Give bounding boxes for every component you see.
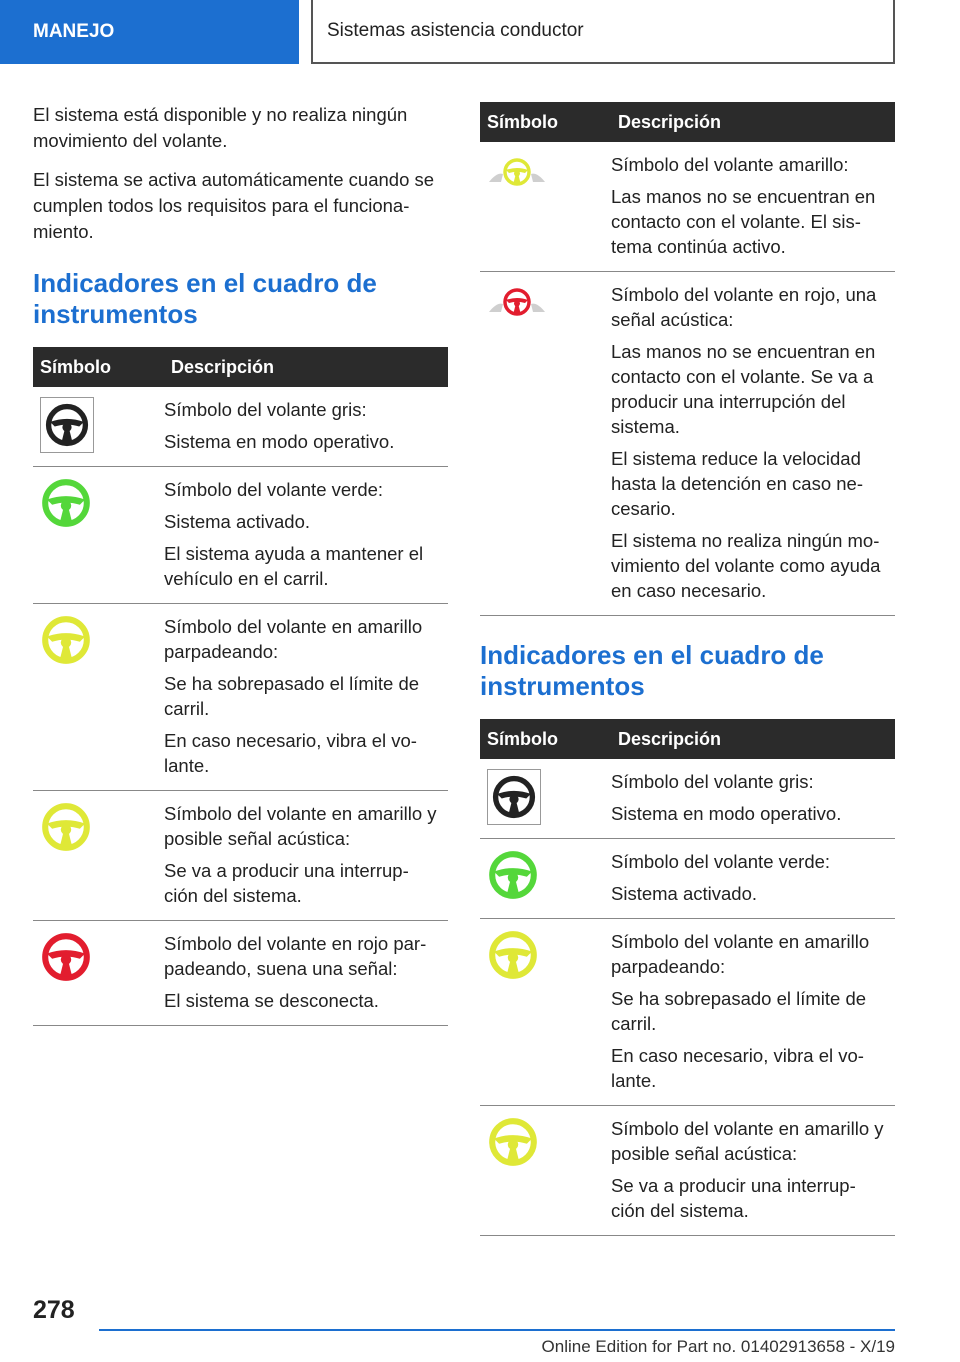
wheel-yellow-icon bbox=[40, 614, 164, 666]
description-line: El sistema no realiza ningún mo‐ vimiento del volante como ayuda en caso necesario. bbox=[611, 530, 881, 601]
table-row bbox=[33, 387, 448, 467]
description-line: En caso necesario, vibra el vo‐ lante. bbox=[611, 1045, 864, 1091]
table-row bbox=[480, 759, 895, 839]
description-line: Sistema en modo operativo. bbox=[611, 803, 842, 824]
hands-wheel-yellow-icon bbox=[487, 152, 611, 192]
description-line: Símbolo del volante verde: bbox=[164, 479, 384, 500]
table-row bbox=[480, 1106, 895, 1236]
section-title: Sistemas asistencia conductor bbox=[327, 20, 584, 41]
description-line: Símbolo del volante en amarillo y posible señal acústica: bbox=[611, 1118, 884, 1164]
chapter-tab bbox=[0, 0, 299, 64]
description-line: Símbolo del volante en amarillo parpadeando: bbox=[611, 931, 870, 977]
indicator-table bbox=[480, 719, 895, 1236]
description-line: El sistema ayuda a mantener el vehículo en el carril. bbox=[164, 543, 424, 589]
wheel-gray-icon bbox=[40, 397, 94, 453]
hands-off-indicator-table bbox=[480, 102, 895, 616]
description-line: Se ha sobrepasado el límite de carril. bbox=[164, 673, 420, 719]
section-header bbox=[311, 0, 895, 64]
table-row bbox=[33, 921, 448, 1026]
wheel-yellow-icon bbox=[487, 929, 611, 981]
description-line: Símbolo del volante en rojo par‐ padeando, suena una señal: bbox=[164, 933, 427, 979]
wheel-gray-icon bbox=[487, 769, 541, 825]
intro-paragraph: El sistema está disponible y no realiza ningún movimiento del volante. bbox=[33, 104, 408, 151]
indicator-table bbox=[33, 347, 448, 1026]
description-line: Símbolo del volante gris: bbox=[611, 771, 814, 792]
description-line: Sistema en modo operativo. bbox=[164, 431, 395, 452]
description-line: Símbolo del volante en rojo, una señal acústica: bbox=[611, 284, 877, 330]
description-line: El sistema reduce la velocidad hasta la detención en caso ne‐ cesario. bbox=[611, 448, 863, 519]
description-line: Se ha sobrepasado el límite de carril. bbox=[611, 988, 867, 1034]
intro-paragraph: El sistema se activa automáticamente cuando se cumplen todos los requisitos para el funciona‐ miento. bbox=[33, 169, 435, 242]
wheel-green-icon bbox=[487, 849, 611, 901]
table-row bbox=[33, 791, 448, 921]
wheel-yellow-icon bbox=[40, 801, 164, 853]
description-line: Símbolo del volante gris: bbox=[164, 399, 367, 420]
right-column bbox=[480, 102, 895, 1236]
description-line: Las manos no se encuentran en contacto con el volante. Se va a producir una interrupción del sistema. bbox=[611, 341, 876, 437]
description-line: Se va a producir una interrup‐ ción del sistema. bbox=[611, 1175, 856, 1221]
wheel-yellow-icon bbox=[487, 1116, 611, 1168]
left-column bbox=[33, 102, 448, 1026]
table-row bbox=[480, 919, 895, 1106]
section-heading: Indicadores en el cuadro de instrumentos bbox=[480, 640, 824, 701]
description-column-header: Descripción bbox=[611, 102, 895, 142]
table-row bbox=[480, 272, 895, 616]
description-column-header: Descripción bbox=[611, 719, 895, 759]
description-line: El sistema se desconecta. bbox=[164, 990, 379, 1011]
description-line: Símbolo del volante en amarillo parpadeando: bbox=[164, 616, 423, 662]
section-heading: Indicadores en el cuadro de instrumentos bbox=[33, 268, 377, 329]
hands-wheel-red-icon bbox=[487, 282, 611, 322]
table-row bbox=[33, 467, 448, 604]
wheel-green-icon bbox=[40, 477, 164, 529]
table-row bbox=[33, 604, 448, 791]
description-line: Las manos no se encuentran en contacto con el volante. El sis‐ tema continúa activo. bbox=[611, 186, 876, 257]
description-line: Símbolo del volante amarillo: bbox=[611, 154, 849, 175]
description-column-header: Descripción bbox=[164, 347, 448, 387]
page-number: 278 bbox=[33, 1296, 75, 1324]
wheel-red-icon bbox=[40, 931, 164, 983]
table-row bbox=[480, 142, 895, 272]
description-line: En caso necesario, vibra el vo‐ lante. bbox=[164, 730, 417, 776]
footer-divider bbox=[99, 1329, 895, 1331]
edition-note: Online Edition for Part no. 01402913658 - X/19 bbox=[541, 1337, 895, 1356]
symbol-column-header: Símbolo bbox=[480, 102, 611, 142]
symbol-column-header: Símbolo bbox=[480, 719, 611, 759]
description-line: Sistema activado. bbox=[164, 511, 311, 532]
description-line: Símbolo del volante verde: bbox=[611, 851, 831, 872]
symbol-column-header: Símbolo bbox=[33, 347, 164, 387]
description-line: Sistema activado. bbox=[611, 883, 758, 904]
chapter-title: MANEJO bbox=[33, 21, 115, 42]
description-line: Símbolo del volante en amarillo y posible señal acústica: bbox=[164, 803, 437, 849]
table-row bbox=[480, 839, 895, 919]
description-line: Se va a producir una interrup‐ ción del sistema. bbox=[164, 860, 409, 906]
